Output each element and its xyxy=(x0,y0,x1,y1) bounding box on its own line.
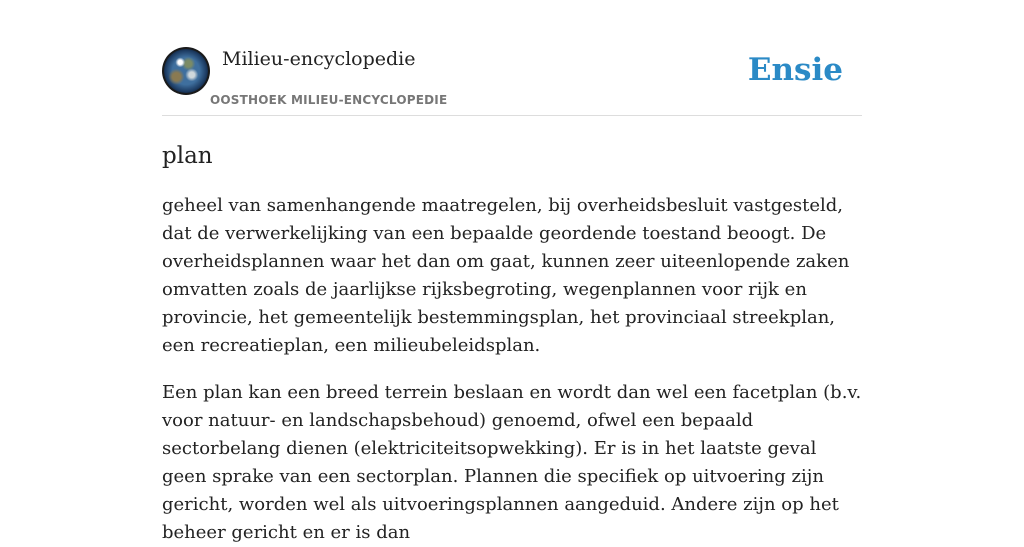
entry-title: plan xyxy=(162,143,213,169)
ensie-logo-link[interactable]: Ensie xyxy=(747,52,843,88)
site-header xyxy=(162,47,862,116)
entry-body xyxy=(162,192,862,547)
page xyxy=(162,0,862,547)
earth-globe-icon[interactable] xyxy=(162,47,210,95)
site-title[interactable]: Milieu-encyclopedie xyxy=(222,48,416,70)
entry-paragraph: Een plan kan een breed terrein beslaan en wordt dan wel een facetplan (b.v. voor natuur- en landschapsbehoud) genoemd, ofwel een bepaald sectorbelang dienen (elektriciteitsopwekking). Er is in het laatste geval geen sprake van een sectorplan. Plannen die specifiek op uitvoering zijn gericht, worden wel als uitvoeringsplannen aangeduid. Andere zijn op het beheer gericht en er is dan xyxy=(162,382,862,543)
site-subtitle: OOSTHOEK MILIEU-ENCYCLOPEDIE xyxy=(210,93,448,107)
entry-paragraph: geheel van samenhangende maatregelen, bij overheidsbesluit vastgesteld, dat de verwerkelijking van een bepaalde geordende toestand beoogt. De overheidsplannen waar het dan om gaat, kunnen zeer uiteenlopende zaken omvatten zoals de jaarlijkse rijksbegroting, wegenplannen voor rijk en provincie, het gemeentelijk bestemmingsplan, het provinciaal streekplan, een recreatieplan, een milieubeleidsplan. xyxy=(162,195,850,356)
